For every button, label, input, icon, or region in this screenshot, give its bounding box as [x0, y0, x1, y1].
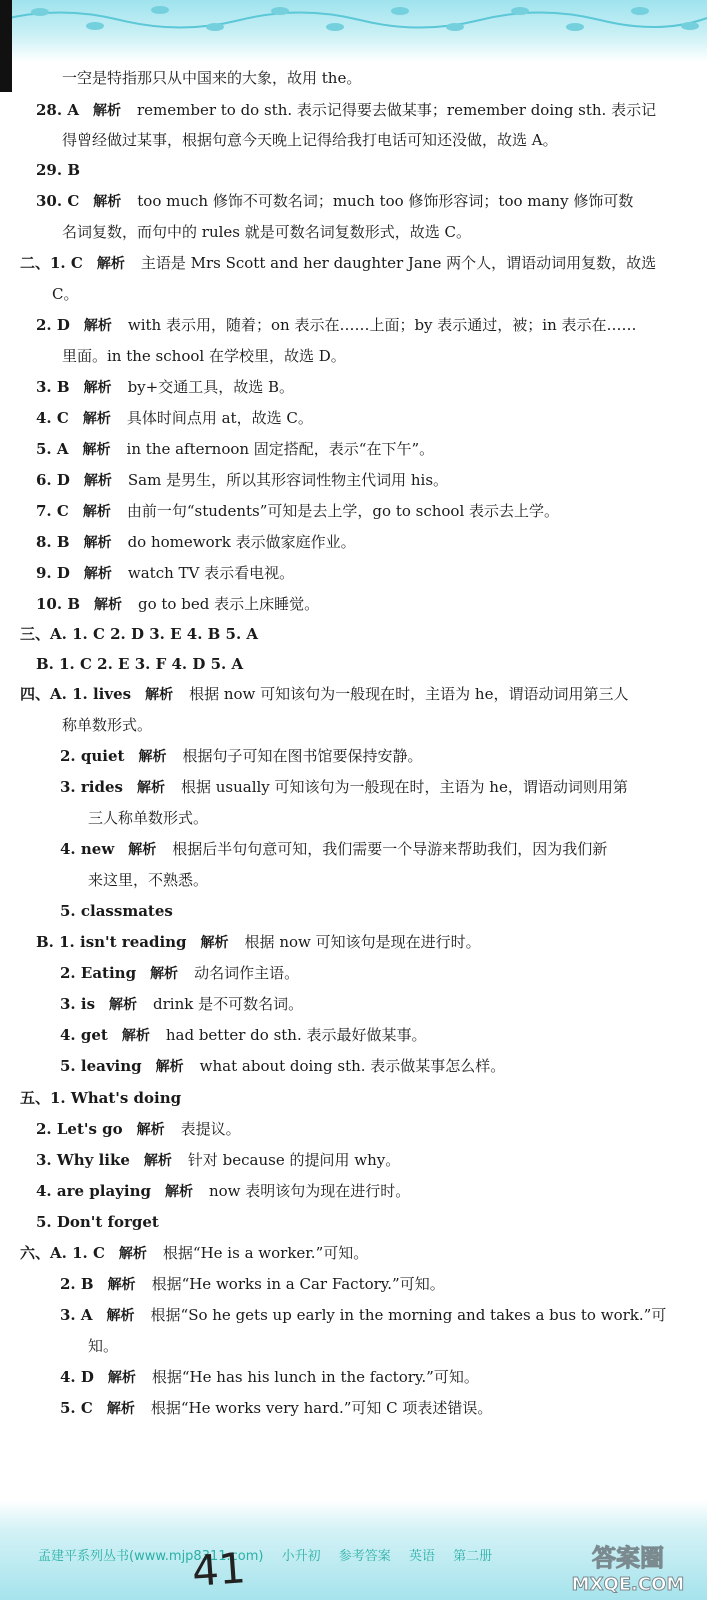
explanation-text: 根据后半句句意可知，我们需要一个导游来帮助我们，因为我们新: [172, 840, 608, 858]
answer-line: [20, 253, 656, 274]
answer-line: [36, 191, 633, 212]
answer-line: [60, 1398, 492, 1419]
answer-line: [36, 439, 434, 460]
answer-line: [36, 100, 656, 121]
answer-line: [36, 654, 257, 674]
explanation-text: 根据句子可知在图书馆要保持安静。: [182, 747, 423, 765]
answer-line: [60, 901, 187, 921]
explanation-text: 由前一句“students”可知是去上学，go to school 表示去上学。: [126, 502, 560, 520]
analysis-label: 解析: [93, 194, 122, 210]
answer-line: [60, 1367, 479, 1388]
explanation-text: 一空是特指那只从中国来的大象，故用 the。: [62, 69, 362, 87]
answer-line: [62, 68, 361, 88]
explanation-text: by+交通工具，故选 B。: [127, 378, 294, 396]
answer-line: [62, 715, 152, 735]
answer-line: [60, 839, 607, 860]
analysis-label: 解析: [164, 1184, 193, 1200]
analysis-label: 解析: [82, 504, 111, 520]
answer-key: 3. A: [60, 1306, 93, 1324]
watermark-logo: [559, 1540, 697, 1596]
answer-line: [36, 1181, 410, 1202]
analysis-label: 解析: [109, 997, 138, 1013]
analysis-label: 解析: [136, 1122, 165, 1138]
answer-line: [62, 346, 346, 366]
footer-answers: 参考答案: [338, 1549, 391, 1564]
answer-key: 2. quiet: [60, 747, 125, 765]
explanation-text: go to bed 表示上床睡觉。: [138, 595, 320, 613]
answer-line: [60, 1025, 427, 1046]
answer-line: [88, 870, 208, 890]
answer-key: 5. leaving: [60, 1057, 142, 1075]
footer-level: 小升初: [281, 1549, 321, 1564]
top-decorative-band: [0, 0, 707, 62]
answer-key: 2. B: [60, 1275, 94, 1293]
answer-key: 4. are playing: [36, 1182, 151, 1200]
analysis-label: 解析: [82, 411, 111, 427]
analysis-label: 解析: [107, 1370, 136, 1386]
analysis-label: 解析: [92, 103, 121, 119]
explanation-text: 三人称单数形式。: [88, 809, 209, 827]
answer-key: 2. Eating: [60, 964, 137, 982]
explanation-text: 根据“So he gets up early in the morning and takes a bus to work.”可: [150, 1306, 667, 1324]
explanation-text: 根据“He works in a Car Factory.”可知。: [151, 1275, 445, 1293]
answer-key: 5. classmates: [60, 902, 173, 920]
answer-line: [20, 1243, 368, 1264]
answer-line: [20, 1088, 195, 1108]
analysis-label: 解析: [83, 473, 112, 489]
analysis-label: 解析: [96, 256, 125, 272]
explanation-text: too much 修饰不可数名词；much too 修饰形容词；too many 修饰可数: [137, 192, 634, 210]
footer-subject: 英语: [408, 1549, 435, 1564]
answer-line: [60, 746, 422, 767]
answer-key: B. 1. isn't reading: [36, 933, 187, 951]
answer-line: [36, 408, 313, 429]
explanation-text: 根据 now 可知该句为一般现在时，主语为 he，谓语动词用第三人: [189, 685, 629, 703]
analysis-label: 解析: [150, 966, 179, 982]
answer-key: 10. B: [36, 595, 80, 613]
analysis-label: 解析: [121, 1028, 150, 1044]
analysis-label: 解析: [83, 566, 112, 582]
answer-line: [36, 563, 294, 584]
answer-key: 5. Don't forget: [36, 1213, 159, 1231]
explanation-text: 根据“He is a worker.”可知。: [162, 1244, 369, 1262]
answer-key: 2. D: [36, 316, 70, 334]
answer-key: 4. D: [60, 1368, 94, 1386]
answer-line: [36, 1150, 400, 1171]
answer-key: 29. B: [36, 161, 80, 179]
explanation-text: now 表明该句为现在进行时。: [208, 1182, 411, 1200]
explanation-text: 来这里，不熟悉。: [88, 871, 209, 889]
explanation-text: do homework 表示做家庭作业。: [127, 533, 356, 551]
answer-key: 3. is: [60, 995, 96, 1013]
explanation-text: 根据“He has his lunch in the factory.”可知。: [151, 1368, 479, 1386]
analysis-label: 解析: [83, 318, 112, 334]
explanation-text: 具体时间点用 at，故选 C。: [126, 409, 313, 427]
binding-edge: [0, 0, 12, 92]
answer-key: 2. Let's go: [36, 1120, 123, 1138]
explanation-text: 里面。in the school 在学校里，故选 D。: [62, 347, 346, 365]
explanation-text: 表提议。: [180, 1120, 241, 1138]
explanation-text: what about doing sth. 表示做某事怎么样。: [199, 1057, 506, 1075]
explanation-text: 根据 usually 可知该句为一般现在时，主语为 he，谓语动词则用第: [180, 778, 628, 796]
analysis-label: 解析: [155, 1059, 184, 1075]
answer-key: B. 1. C 2. E 3. F 4. D 5. A: [36, 655, 244, 673]
analysis-label: 解析: [107, 1277, 136, 1293]
explanation-text: had better do sth. 表示最好做某事。: [165, 1026, 427, 1044]
answer-line: [36, 594, 319, 615]
answer-key: 四、A. 1. lives: [20, 685, 132, 703]
answer-key: 5. C: [60, 1399, 93, 1417]
answer-line: [36, 315, 637, 336]
answer-key: 8. B: [36, 533, 70, 551]
answer-line: [60, 1274, 445, 1295]
explanation-text: 称单数形式。: [62, 716, 153, 734]
analysis-label: 解析: [106, 1308, 135, 1324]
analysis-label: 解析: [94, 597, 122, 613]
answer-line: [36, 1212, 173, 1232]
answer-line: [36, 932, 481, 953]
footer-volume: 第二册: [453, 1549, 493, 1564]
analysis-label: 解析: [143, 1153, 172, 1169]
explanation-text: Sam 是男生，所以其形容词性物主代词用 his。: [127, 471, 449, 489]
explanation-text: with 表示用，随着；on 表示在……上面；by 表示通过，被；in 表示在……: [127, 316, 637, 334]
answer-key: 4. get: [60, 1026, 108, 1044]
answer-line: [36, 377, 294, 398]
answer-key: 二、1. C: [20, 254, 83, 272]
analysis-label: 解析: [128, 842, 157, 858]
explanation-text: 动名词作主语。: [194, 964, 300, 982]
answer-key: 30. C: [36, 192, 80, 210]
analysis-label: 解析: [138, 749, 167, 765]
footer-series: 孟建平系列丛书(www.mjp8311.com): [38, 1549, 264, 1564]
analysis-label: 解析: [106, 1401, 135, 1417]
page-number: 41: [190, 1543, 248, 1596]
analysis-label: 解析: [145, 687, 174, 703]
explanation-text: 根据“He works very hard.”可知 C 项表述错误。: [150, 1399, 493, 1417]
explanation-text: C。: [52, 285, 79, 303]
answer-line: [36, 470, 448, 491]
answer-line: [62, 130, 558, 150]
answer-line: [20, 684, 628, 705]
answer-line: [36, 1119, 241, 1140]
analysis-label: 解析: [83, 380, 112, 396]
explanation-text: 知。: [88, 1337, 119, 1355]
explanation-text: 针对 because 的提问用 why。: [187, 1151, 401, 1169]
explanation-text: in the afternoon 固定搭配，表示“在下午”。: [126, 440, 435, 458]
answer-key: 9. D: [36, 564, 70, 582]
answer-key: 7. C: [36, 502, 69, 520]
answer-line: [36, 532, 356, 553]
footer: [38, 1545, 506, 1564]
answer-key: 3. rides: [60, 778, 123, 796]
explanation-text: remember to do sth. 表示记得要去做某事；remember doing sth. 表示记: [136, 101, 657, 119]
explanation-text: 根据 now 可知该句是现在进行时。: [244, 933, 481, 951]
answer-line: [60, 1056, 505, 1077]
answer-key: 三、A. 1. C 2. D 3. E 4. B 5. A: [20, 625, 259, 643]
answer-line: [60, 1305, 666, 1326]
answer-key: 5. A: [36, 440, 69, 458]
answer-key: 4. C: [36, 409, 69, 427]
analysis-label: 解析: [83, 535, 112, 551]
watermark-url: MXQE.COM: [571, 1574, 685, 1595]
explanation-text: 得曾经做过某事，根据句意今天晚上记得给我打电话可知还没做，故选 A。: [62, 131, 558, 149]
answer-key: 4. new: [60, 840, 115, 858]
vine-decoration: [0, 0, 707, 40]
answer-key: 六、A. 1. C: [20, 1244, 105, 1262]
explanation-text: 名词复数，而句中的 rules 就是可数名词复数形式，故选 C。: [62, 223, 471, 241]
answer-key: 五、1. What's doing: [20, 1089, 182, 1107]
answer-key: 3. B: [36, 378, 70, 396]
analysis-label: 解析: [82, 442, 111, 458]
answer-line: [36, 160, 94, 180]
explanation-text: drink 是不可数名词。: [153, 995, 304, 1013]
watermark-cn: 答案圈: [592, 1544, 664, 1572]
analysis-label: 解析: [200, 935, 229, 951]
analysis-label: 解析: [136, 780, 165, 796]
answer-line: [88, 1336, 118, 1356]
answer-line: [52, 284, 78, 304]
answer-key: 6. D: [36, 471, 70, 489]
explanation-text: watch TV 表示看电视。: [127, 564, 295, 582]
answer-line: [36, 501, 559, 522]
answer-line: [60, 963, 299, 984]
answer-line: [20, 624, 272, 644]
answer-key: 3. Why like: [36, 1151, 130, 1169]
answer-line: [60, 777, 628, 798]
explanation-text: 主语是 Mrs Scott and her daughter Jane 两个人，谓语动词用复数，故选: [140, 254, 657, 272]
answer-line: [88, 808, 208, 828]
analysis-label: 解析: [118, 1246, 147, 1262]
answer-line: [62, 222, 471, 242]
answer-line: [60, 994, 303, 1015]
answer-key: 28. A: [36, 101, 79, 119]
